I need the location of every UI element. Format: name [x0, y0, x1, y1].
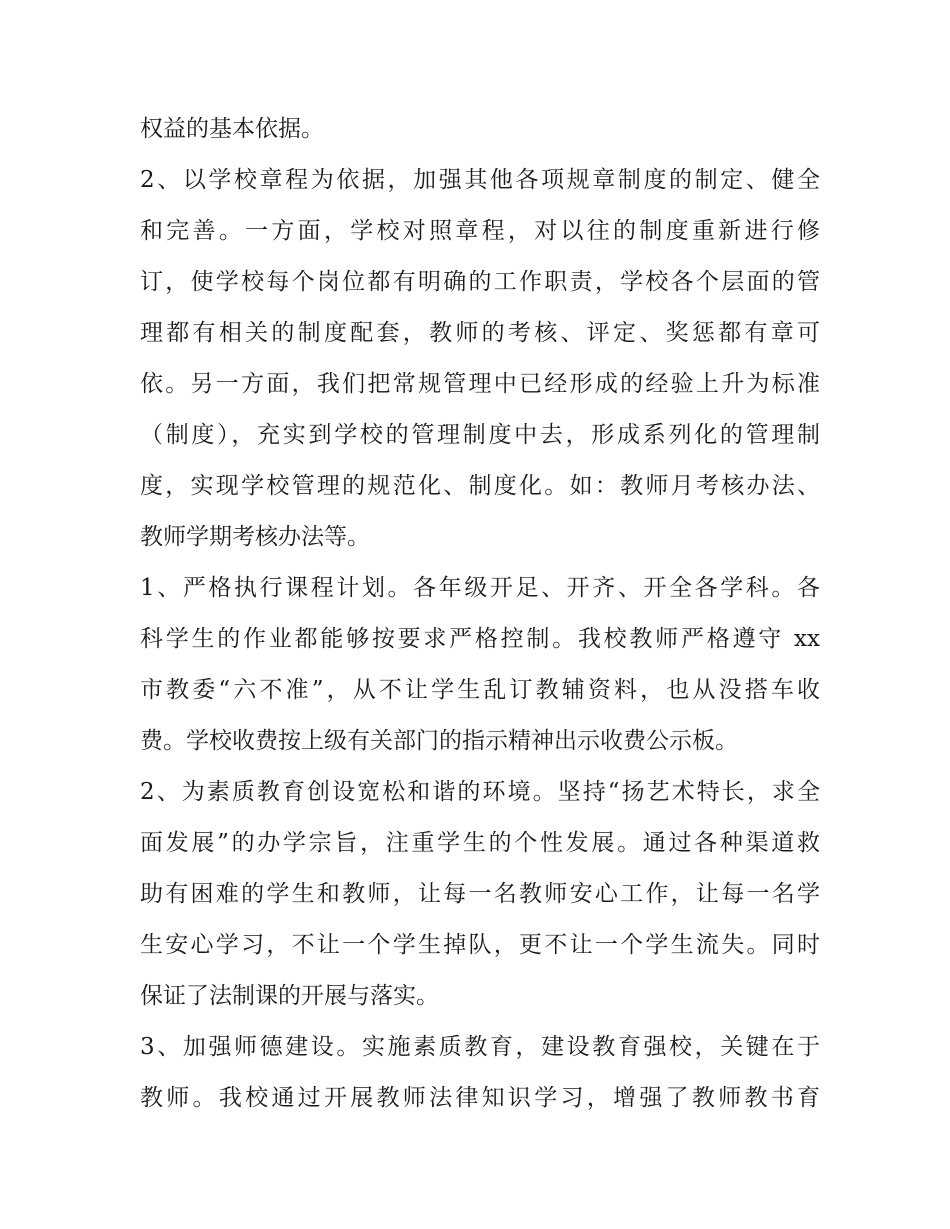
text-line: 生安心学习，不让一个学生掉队，更不让一个学生流失。同时: [140, 932, 820, 958]
text-line: （制度），充实到学校的管理制度中去，形成系列化的管理制: [140, 422, 820, 448]
text-line: 和完善。一方面，学校对照章程，对以往的制度重新进行修: [140, 218, 820, 244]
text-line: 权益的基本依据。: [140, 116, 324, 142]
text-line: 3、加强师德建设。实施素质教育，建设教育强校，关键在于: [140, 1034, 820, 1060]
text-line: 助有困难的学生和教师，让每一名教师安心工作，让每一名学: [140, 881, 820, 907]
text-line: 市教委“六不准”，从不让学生乱订教辅资料，也从没搭车收: [140, 677, 820, 703]
text-line: 教师学期考核办法等。: [140, 524, 370, 550]
text-line: 理都有相关的制度配套，教师的考核、评定、奖惩都有章可: [140, 320, 820, 346]
text-line: 订，使学校每个岗位都有明确的工作职责，学校各个层面的管: [140, 269, 820, 295]
text-line: 1、严格执行课程计划。各年级开足、开齐、开全各学科。各: [140, 575, 820, 601]
text-line: 教师。我校通过开展教师法律知识学习，增强了教师教书育: [140, 1085, 820, 1111]
text-line: 保证了法制课的开展与落实。: [140, 983, 439, 1009]
text-line: 2、为素质教育创设宽松和谐的环境。坚持“扬艺术特长，求全: [140, 779, 820, 805]
body-text: [140, 104, 820, 1124]
text-line: 度，实现学校管理的规范化、制度化。如：教师月考核办法、: [140, 473, 820, 499]
text-line: 费。学校收费按上级有关部门的指示精神出示收费公示板。: [140, 728, 738, 754]
text-line: 面发展”的办学宗旨，注重学生的个性发展。通过各种渠道救: [140, 830, 820, 856]
text-line: 2、以学校章程为依据，加强其他各项规章制度的制定、健全: [140, 167, 820, 193]
text-line: 科学生的作业都能够按要求严格控制。我校教师严格遵守 xx: [140, 626, 820, 652]
text-line: 依。另一方面，我们把常规管理中已经形成的经验上升为标准: [140, 371, 820, 397]
